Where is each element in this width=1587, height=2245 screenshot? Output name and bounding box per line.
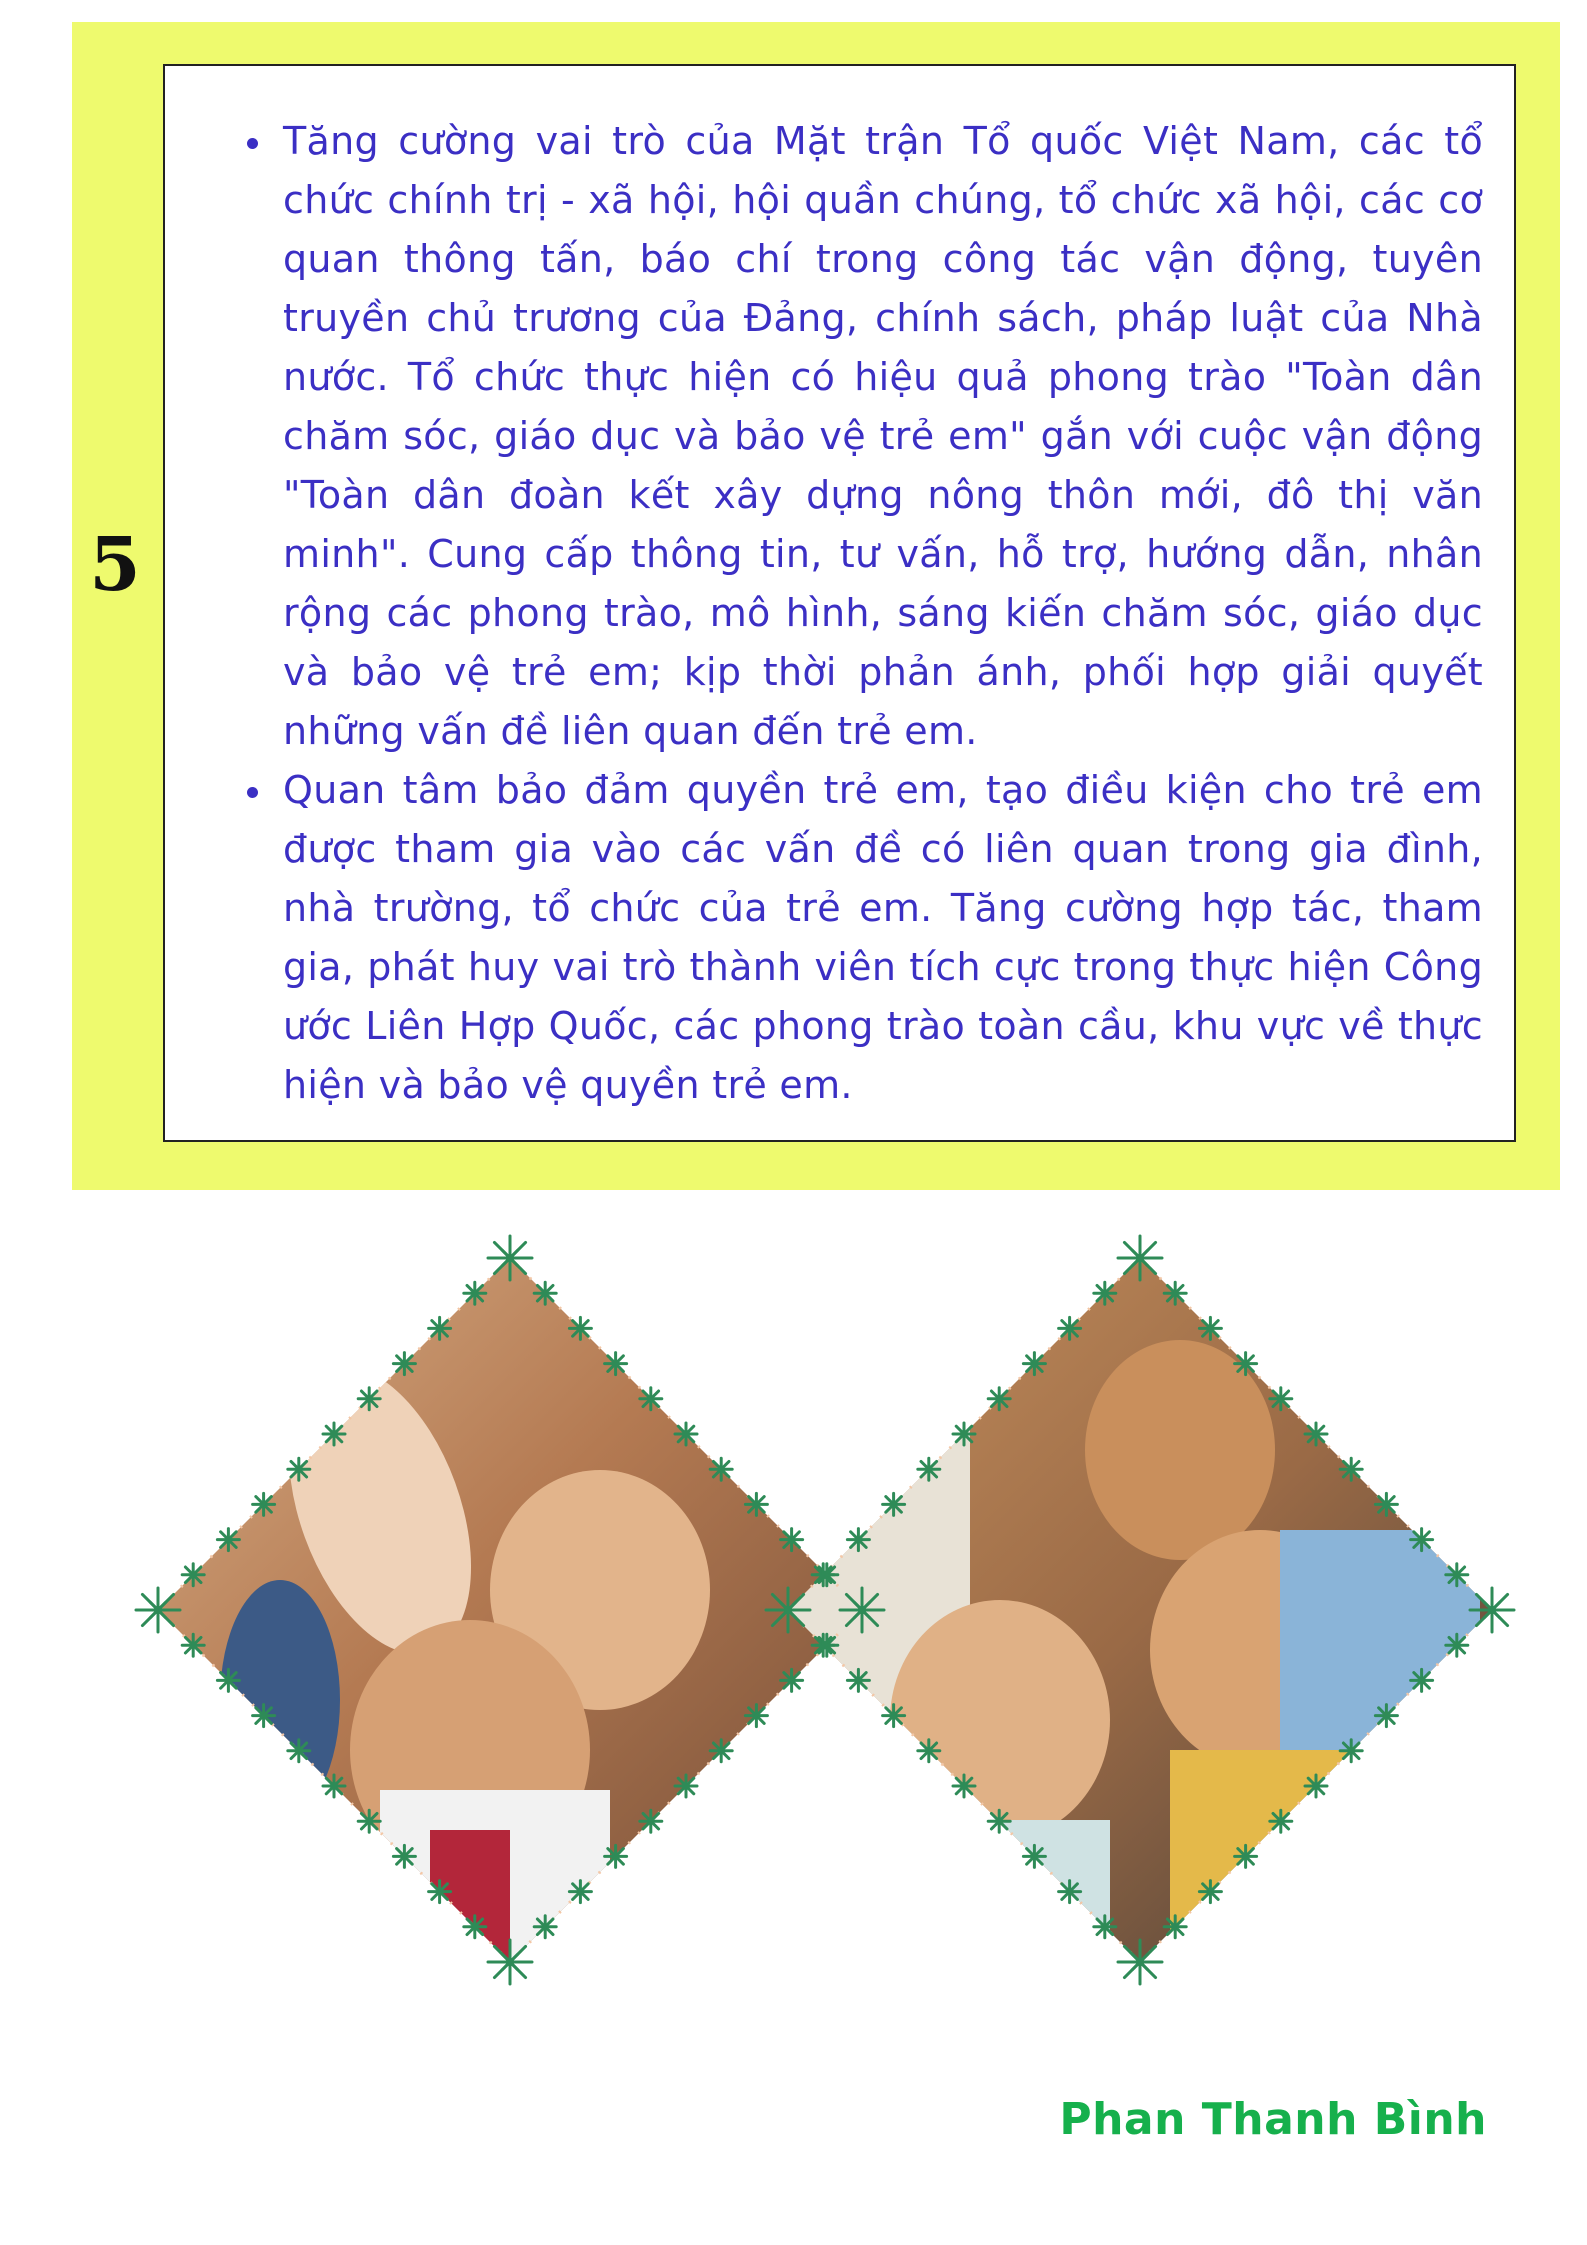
sparkle-icon	[1129, 1247, 1151, 1269]
sparkle-icon	[253, 1705, 275, 1727]
sparkle-icon	[710, 1740, 732, 1762]
list-item	[283, 112, 1483, 761]
sparkle-icon	[136, 1588, 180, 1632]
sparkle-icon	[1235, 1353, 1257, 1375]
author-name: Phan Thanh Bình	[1059, 2094, 1487, 2145]
sparkle-icon	[1340, 1458, 1362, 1480]
sparkle-icon	[1305, 1775, 1327, 1797]
sparkle-icon	[1446, 1564, 1468, 1586]
sparkle-icon	[323, 1423, 345, 1445]
sparkle-icon	[640, 1810, 662, 1832]
sparkle-icon	[1059, 1317, 1081, 1339]
sparkle-icon	[953, 1775, 975, 1797]
bullet-text: Tăng cường vai trò của Mặt trận Tổ quốc Việt Nam, các tổ chức chính trị - xã hội, hội quần chúng, tổ chức xã hội, các cơ quan thông tấn, báo chí trong công tác vận động, tuyên truyền chủ trương của Đảng, chính sách, pháp luật của Nhà nước. Tổ chức thực hiện có hiệu quả phong trào "Toàn dân chăm sóc, giáo dục và bảo vệ trẻ em" gắn với cuộc vận động "Toàn dân đoàn kết xây dựng nông thôn mới, đô thị văn minh". Cung cấp thông tin, tư vấn, hỗ trợ, hướng dẫn, nhân rộng các phong trào, mô hình, sáng kiến chăm sóc, giáo dục và bảo vệ trẻ em; kịp thời phản ánh, phối hợp giải quyết những vấn đề liên quan đến trẻ em.	[283, 119, 1483, 753]
sparkle-icon	[1023, 1353, 1045, 1375]
children-photos	[130, 1230, 1530, 2030]
sparkle-icon	[1164, 1916, 1186, 1938]
sparkle-icon	[1470, 1588, 1514, 1632]
sparkle-icon	[1375, 1705, 1397, 1727]
sparkle-icon	[358, 1388, 380, 1410]
sparkle-icon	[253, 1493, 275, 1515]
sparkle-icon	[569, 1317, 591, 1339]
sparkle-icon	[323, 1775, 345, 1797]
sparkle-icon	[766, 1588, 810, 1632]
sparkle-icon	[781, 1669, 803, 1691]
sparkle-icon	[358, 1810, 380, 1832]
sparkle-icon	[1340, 1740, 1362, 1762]
sparkle-icon	[1446, 1634, 1468, 1656]
sparkle-icon	[640, 1388, 662, 1410]
sparkle-icon	[1094, 1916, 1116, 1938]
sparkle-icon	[1023, 1845, 1045, 1867]
sparkle-icon	[288, 1458, 310, 1480]
sparkle-icon	[675, 1775, 697, 1797]
sparkle-icon	[217, 1529, 239, 1551]
sparkle-icon	[812, 1634, 834, 1656]
sparkle-icon	[745, 1705, 767, 1727]
bullet-list	[283, 112, 1483, 1115]
sparkle-icon	[745, 1493, 767, 1515]
sparkle-icon	[847, 1669, 869, 1691]
sparkle-icon	[883, 1493, 905, 1515]
sparkle-icon	[988, 1810, 1010, 1832]
sparkle-icon	[393, 1845, 415, 1867]
sparkle-icon	[1199, 1317, 1221, 1339]
sparkle-icon	[429, 1881, 451, 1903]
sparkle-icon	[812, 1564, 834, 1586]
section-number: 5	[89, 522, 141, 608]
sparkle-icon	[840, 1588, 884, 1632]
sparkle-icon	[1059, 1881, 1081, 1903]
sparkle-icon	[534, 1282, 556, 1304]
sparkle-icon	[429, 1317, 451, 1339]
sparkle-icon	[1199, 1881, 1221, 1903]
bullet-dot-icon	[247, 138, 258, 149]
sparkle-icon	[710, 1458, 732, 1480]
sparkle-icon	[217, 1669, 239, 1691]
sparkle-icon	[847, 1529, 869, 1551]
sparkle-icon	[781, 1529, 803, 1551]
sparkle-icon	[1375, 1493, 1397, 1515]
sparkle-icon	[953, 1423, 975, 1445]
bullet-text: Quan tâm bảo đảm quyền trẻ em, tạo điều kiện cho trẻ em được tham gia vào các vấn đề có liên quan trong gia đình, nhà trường, tổ chức của trẻ em. Tăng cường hợp tác, tham gia, phát huy vai trò thành viên tích cực trong thực hiện Công ước Liên Hợp Quốc, các phong trào toàn cầu, khu vực về thực hiện và bảo vệ quyền trẻ em.	[283, 768, 1483, 1107]
list-item	[283, 761, 1483, 1115]
sparkle-icon	[883, 1705, 905, 1727]
sparkle-icon	[918, 1458, 940, 1480]
sparkle-icon	[569, 1881, 591, 1903]
sparkle-icon	[499, 1247, 521, 1269]
sparkle-icon	[1094, 1282, 1116, 1304]
sparkle-icon	[288, 1740, 310, 1762]
sparkle-icon	[1270, 1388, 1292, 1410]
sparkle-icon	[464, 1916, 486, 1938]
sparkle-icon	[1411, 1529, 1433, 1551]
sparkle-icon	[675, 1423, 697, 1445]
bullet-dot-icon	[247, 787, 258, 798]
sparkle-icon	[182, 1634, 204, 1656]
sparkle-icon	[393, 1353, 415, 1375]
sparkle-icon	[988, 1388, 1010, 1410]
sparkle-icon	[605, 1845, 627, 1867]
sparkle-icon	[182, 1564, 204, 1586]
sparkle-icon	[918, 1740, 940, 1762]
sparkle-icon	[534, 1916, 556, 1938]
sparkle-icon	[1164, 1282, 1186, 1304]
sparkle-icon	[1270, 1810, 1292, 1832]
sparkle-icon	[1235, 1845, 1257, 1867]
sparkle-icon	[1305, 1423, 1327, 1445]
sparkle-icon	[605, 1353, 627, 1375]
sparkle-icon	[1118, 1940, 1162, 1984]
sparkle-icon	[488, 1940, 532, 1984]
sparkle-icon	[1411, 1669, 1433, 1691]
sparkle-icon	[464, 1282, 486, 1304]
text-box	[163, 64, 1516, 1142]
